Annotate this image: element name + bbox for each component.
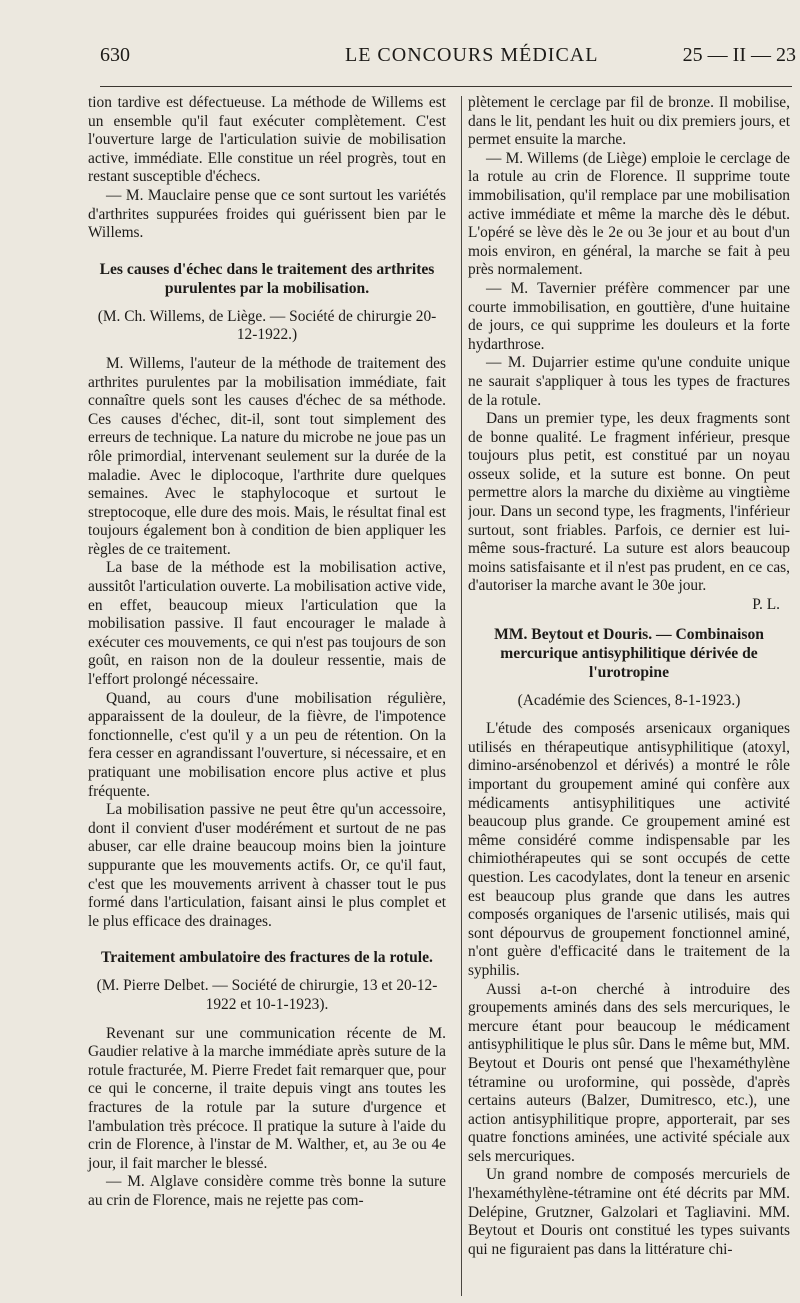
paragraph-dujarrier: — M. Dujarrier estime qu'une conduite unique ne saurait s'appliquer à tous les types de fractures de la rotule. (468, 354, 790, 409)
paragraph-mauclaire: — M. Mauclaire pense que ce sont surtout les variétés d'arthrites suppurées froides qui guérissent bien par le Willems. (88, 186, 446, 242)
heading-combinaison-mercurique: MM. Beytout et Douris. — Combinaison mercurique antisyphilitique dérivée de l'urotropine (494, 625, 764, 681)
reference-academie: (Académie des Sciences, 8-1-1923.) (517, 691, 741, 709)
paragraph-willems-1: M. Willems, l'auteur de la méthode de traitement des arthrites purulentes par la mobilisation immédiate, fait connaître quels sont les causes d'échec de sa méthode. Ces causes d'échec, dit-il, sont tout simplement des erreurs de technique. La nature du microbe ne joue pas un rôle primordial, intervenant seulement sur la durée de la maladie. Avec le diplocoque, l'arthrite dure quelques semaines. Avec le staphylocoque et surtout le streptocoque, elle dure des mois. Mais, le résultat final est toujours également bon à condition de bien appliquer les règles de ce traitement. (88, 354, 446, 558)
paragraph-willems-4: La mobilisation passive ne peut être qu'un accessoire, dont il convient d'user modérément et surtout de ne pas abuser, car elle draine beaucoup moins bien la jointure suppurante que les mouvements actifs. Or, ce qu'il faut, c'est que les mouvements arrivent à chasser tout le pus formé dans l'articulation, faisant ainsi le plus complet et le plus efficace des drainages. (88, 801, 446, 930)
header-rule (100, 86, 792, 87)
column-divider (461, 96, 462, 1296)
page-header (100, 44, 796, 74)
reference-delbet: (M. Pierre Delbet. — Société de chirurgie, 13 et 20-12-1922 et 10-1-1923). (96, 977, 438, 1013)
paragraph-aussi: Aussi a-t-on cherché à introduire des groupements aminés dans des sels mercuriques, le mercure étant pour beaucoup le médicament antisyphilitique le plus sûr. Dans le même but, MM. Beytout et Douris ont pensé que l'hexaméthylène tétramine ou uroformine, qui possède, d'après certains auteurs (Balzer, Dumitresco, etc.), une action antisyphilitique propre, apporterait, par ses quatre fonctions aminées, une activité spéciale aux sels mercuriques. (468, 980, 790, 1165)
paragraph-tavernier: — M. Tavernier préfère commencer par une courte immobilisation, en gouttière, d'une huitaine de jours, ce qui supprime les douleurs et la forte hydarthrose. (468, 279, 790, 353)
paragraph-grand-nombre: Un grand nombre de composés mercuriels de l'hexaméthylène-tétramine ont été décrits par MM. Delépine, Grutzner, Galzolari et Tagliavini. MM. Beytout et Douris ont constitué les types suivants qui ne figuraient pas dans la littérature chi- (468, 1166, 790, 1258)
reference-willems: (M. Ch. Willems, de Liège. — Société de chirurgie 20-12-1922.) (97, 307, 437, 344)
page-number: 630 (100, 44, 130, 66)
paragraph-willems-liege: — M. Willems (de Liège) emploie le cerclage de la rotule au crin de Florence. Il supprime toute immobilisation, qu'il remplace par une mobilisation active immédiate et même la marche dès le début. L'opéré se lève dès le 2e ou 3e jour et au bout d'un mois environ, en général, la marche se fait à peu près normalement. (468, 149, 790, 279)
paragraph-willems-2: La base de la méthode est la mobilisation active, aussitôt l'articulation ouverte. La mobilisation active vide, en effet, beaucoup mieux l'articulation que la mobilisation passive. Il faut encourager le malade à exécuter ces mouvements, ce qui n'est pas toujours de son goût, en raison non de la douleur ressentie, mais de l'effort prolongé nécessaire. (88, 559, 446, 689)
paragraph-willems-3: Quand, au cours d'une mobilisation régulière, apparaissent de la douleur, de la fièvre, de l'impotence fonctionnelle, c'est qu'il y a un peu de rétention. On la fera cesser en agrandissant l'ouverture, si nécessaire, et en pratiquant une mobilisation encore plus active et plus fréquente. (88, 689, 446, 800)
journal-title: LE CONCOURS MÉDICAL (345, 44, 599, 66)
paragraph-continuation: plètement le cerclage par fil de bronze. Il mobilise, dans le lit, pendant les huit ou dix premiers jours, et permet ensuite la marche. (468, 94, 790, 149)
left-column (88, 94, 446, 1210)
right-column (468, 94, 790, 1259)
heading-fractures-rotule: Traitement ambulatoire des fractures de la rotule. (101, 949, 433, 967)
paragraph-types: Dans un premier type, les deux fragments sont de bonne qualité. Le fragment inférieur, presque toujours plus petit, est constitué par un noyau osseux solide, et la suture est bonne. On peut permettre alors la marche du dixième au vingtième jour. Dans un second type, les fragments, l'inférieur surtout, sont friables. Parfois, ce dernier est lui-même sous-fracturé. La suture est alors beaucoup moins satisfaisante et il n'est pas prudent, en ce cas, d'autoriser la marche avant le 30e jour. (468, 410, 790, 595)
paragraph-alglave: — M. Alglave considère comme très bonne la suture au crin de Florence, mais ne rejette pas com- (88, 1173, 446, 1209)
signature: P. L. (752, 596, 780, 614)
heading-causes-echec: Les causes d'échec dans le traitement des arthrites purulentes par la mobilisation. (99, 260, 435, 297)
paragraph-delbet: Revenant sur une communication récente de M. Gaudier relative à la marche immédiate après suture de la rotule fracturée, M. Pierre Fredet fait remarquer que, pour ce qui le concerne, il traite depuis vingt ans toutes les fractures de la rotule par la suture d'urgence et l'ambulation très précoce. Il pratique la suture à l'aide du crin de Florence, à l'instar de M. Walther, et, au 3e ou 4e jour, il fait marcher le blessé. (88, 1024, 446, 1172)
paragraph-composes: L'étude des composés arsenicaux organiques utilisés en thérapeutique antisyphilitique (atoxyl, dimino-arsénobenzol et dérivés) a montré le rôle important du groupement aminé qui confère aux médicaments antisyphilitiques une activité beaucoup plus grande. Ce groupement aminé est même considéré comme indispensable par les chimiothérapeutes qui se sont occupés de cette question. Les cacodylates, dont la teneur en arsenic est beaucoup plus grande que dans les autres composés organiques de l'arsenic utilisés, mais qui sont dépourvus de groupement fonctionnel aminé, n'ont guère d'efficacité dans le traitement de la syphilis. (468, 720, 790, 979)
paragraph-intro: tion tardive est défectueuse. La méthode de Willems est un ensemble qu'il faut exécuter complètement. C'est l'ouverture large de l'articulation suivie de mobilisation active, immédiate. Elle constitue un réel progrès, tout en restant susceptible d'échecs. (88, 94, 446, 186)
issue-date: 25 — II — 23 (682, 44, 796, 66)
